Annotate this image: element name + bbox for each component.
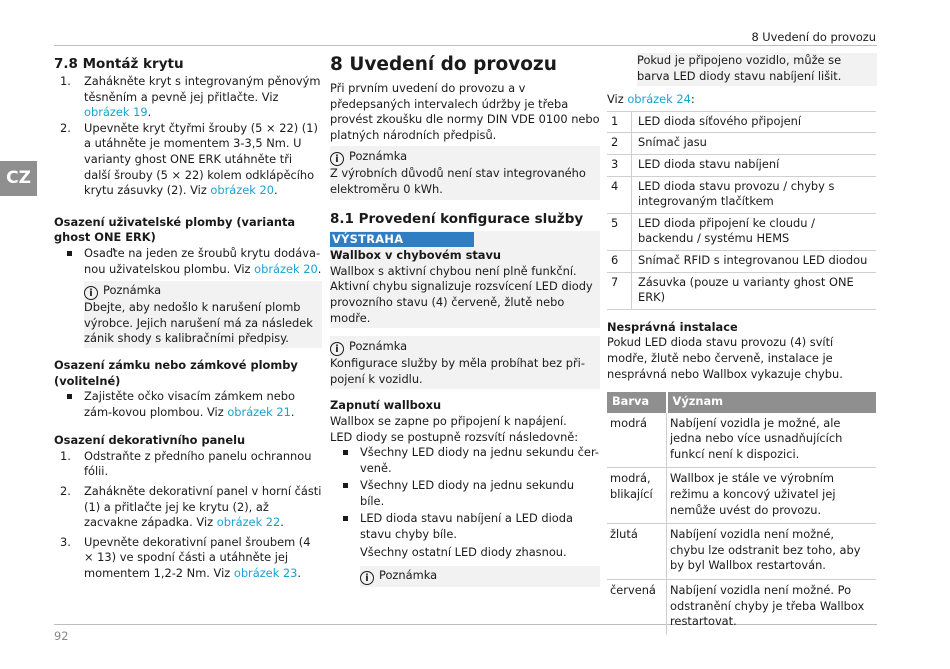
bullet-icon xyxy=(343,483,348,488)
list-item: LED dioda stavu nabíjení a LED dioda stavu chyby bíle. xyxy=(330,511,600,542)
figure-link[interactable]: obrázek 20 xyxy=(210,183,274,198)
warning-text: Wallbox s aktivní chybou není plně funkční. Aktivní chybu signalizuje rozsvícení LED diody provozního stavu (4) červeně, žlutě nebo modře. xyxy=(330,263,593,325)
led-table xyxy=(607,111,876,310)
color-table xyxy=(607,392,876,635)
led-description: LED dioda připojení ke cloudu / backendu / systému HEMS xyxy=(632,213,877,250)
led-color: žlutá xyxy=(607,524,667,580)
list-item: 1. Zahákněte kryt s integrovaným pěnovým těsněním a pevně jej přitlačte. Viz obrázek 19. xyxy=(60,74,321,120)
language-tab: CZ xyxy=(0,161,37,196)
bullet-icon xyxy=(67,251,72,256)
table-row xyxy=(607,213,876,250)
list-item: 2. Upevněte kryt čtyřmi šrouby (5 × 22) (1) a utáhněte je momentem 3-3,5 Nm. U varianty ghost ONE ERK utáhněte tři další šrouby (5 × 22) kolem odklápěcího krytu zásuvky (2). Viz obrázek 20. xyxy=(60,120,318,198)
left-column xyxy=(54,55,322,582)
cover-steps xyxy=(54,74,322,199)
figure-link[interactable]: obrázek 24 xyxy=(627,92,691,107)
list-item: 3. Upevněte dekorativní panel šroubem (4 × 13) ve spodní části a utáhněte jej momentem 1,2-2 Nm. Viz obrázek 23. xyxy=(60,534,311,581)
led-description: LED dioda síťového připojení xyxy=(632,111,877,133)
switch-heading: Zapnutí wallboxu xyxy=(330,398,442,413)
led-number: 6 xyxy=(607,250,632,272)
led-number: 1 xyxy=(607,111,632,133)
warning-heading: Wallbox v chybovém stavu xyxy=(330,248,502,263)
right-column: Pokud je připojeno vozidlo, může se barva LED diody stavu nabíjení lišit. Viz obrázek 24: 1 LED dioda síťového připojení 2 Snímač jasu 3 LED dioda stavu nabíjení 4 LED dioda stavu provozu / chyby s integrovaným tlačítkem 5 LED dioda připojení ke cloudu / backendu / systému HEMS 6 Snímač RFID s integrovanou LED diodou 7 Zásuvka (pouze u varianty ghost ONE ERK) Nesprávná instalace Pokud LED dioda stavu provozu (4) svítí modře, žlutě nebo červeně, instalace je nesprávná nebo Wallbox vykazuje chybu. Barva Význam modrá Nabíjení vozidla je možné, ale jedna nebo více usnadňujících funkcí není k dispozici. modrá, blikající Wallbox je stále ve výrobním režimu a koncový uživatel jej nemůže uvést do provozu. žlutá Nabíjení vozidla není možné, chybu lze odstranit bez toho, aby by byl Wallbox restartován. červená Nabíjení vozidla není možné. Po odstranění chyby je třeba Wallbox restartovat. xyxy=(607,53,877,635)
led-description: LED dioda stavu provozu / chyby s integrovaným tlačítkem xyxy=(632,176,877,213)
table-row xyxy=(607,580,876,635)
table-row xyxy=(607,176,876,213)
note-box: i Poznámka Konfigurace služby by měla probíhat bez při-pojení k vozidlu. xyxy=(330,336,600,389)
info-icon: i xyxy=(330,152,344,166)
warning-label: VÝSTRAHA xyxy=(330,232,474,247)
warning-box xyxy=(330,231,600,329)
info-icon: i xyxy=(360,571,374,585)
seal-list xyxy=(54,246,322,277)
intro-text: Při prvním uvedení do provozu a v předepsaných intervalech údržby je třeba provést zkoušku dle normy DIN VDE 0100 nebo platných národních předpisů. xyxy=(330,81,600,142)
page-number: 92 xyxy=(54,629,69,643)
switch-list xyxy=(330,445,600,543)
list-item: Všechny LED diody na jednu sekundu bíle. xyxy=(330,478,600,509)
table-row xyxy=(607,272,876,309)
led-color: modrá xyxy=(607,413,667,468)
led-description: Zásuvka (pouze u varianty ghost ONE ERK) xyxy=(632,272,877,309)
bullet-icon xyxy=(343,516,348,521)
info-icon: i xyxy=(84,286,98,300)
table-row xyxy=(607,413,876,468)
section-title-config: 8.1 Provedení konfigurace služby xyxy=(330,210,584,227)
middle-column: 8 Uvedení do provozu Při prvním uvedení do provozu a v předepsaných intervalech údržby je třeba provést zkoušku dle normy DIN VDE 0100 nebo platných národních předpisů. i Poznámka Z výrobních důvodů není stav integrovaného elektroměru 0 kWh. 8.1 Provedení konfigurace služby VÝSTRAHA Wallbox v chybovém stavu Wallbox s aktivní chybou není plně funkční. Aktivní chybu signalizuje rozsvícení LED diody provozního stavu (4) červeně, žlutě nebo modře. i Poznámka Konfigurace služby by měla probíhat bez při-pojení k vozidlu. Zapnutí wallboxu Wallbox se zapne po připojení k napájení. LED diody se postupně rozsvítí následovně: Všechny LED diody na jednu sekundu čer-veně. Všechny LED diody na jednu sekundu bíle. LED dioda stavu nabíjení a LED dioda stavu chyby bíle. Všechny ostatní LED diody zhasnou. i Poznámka xyxy=(330,53,600,587)
led-number: 7 xyxy=(607,272,632,309)
list-item: Všechny LED diody na jednu sekundu čer-veně. xyxy=(330,445,600,476)
info-icon: i xyxy=(330,342,344,356)
list-item: 1. Odstraňte z předního panelu ochrannou fólii. xyxy=(60,448,312,479)
table-row xyxy=(607,111,876,133)
list-item: 2. Zahákněte dekorativní panel v horní části (1) a přitlačte jej ke krytu (2), až zacvakne západka. Viz obrázek 22. xyxy=(60,484,322,530)
seal-heading: Osazení uživatelské plomby (varianta ghost ONE ERK) xyxy=(54,214,296,245)
color-meaning: Nabíjení vozidla není možné, chybu lze odstranit bez toho, aby by byl Wallbox restartován. xyxy=(667,524,877,580)
section-title-cover: 7.8 Montáž krytu xyxy=(54,56,184,72)
running-header: 8 Uvedení do provozu xyxy=(751,30,876,44)
note-continuation-box: Pokud je připojeno vozidlo, může se barva LED diody stavu nabíjení lišit. xyxy=(637,53,877,86)
table-row xyxy=(607,154,876,176)
led-description: Snímač RFID s integrovanou LED diodou xyxy=(632,250,877,272)
table-row xyxy=(607,250,876,272)
table-row xyxy=(607,133,876,155)
table-header: Barva xyxy=(607,392,667,413)
wrong-install-heading: Nesprávná instalace xyxy=(607,319,738,334)
color-meaning: Nabíjení vozidla není možné. Po odstranění chyby je třeba Wallbox restartovat. xyxy=(670,583,865,629)
led-description: LED dioda stavu nabíjení xyxy=(632,154,877,176)
bullet-icon xyxy=(67,394,72,399)
wrong-install-text: Pokud LED dioda stavu provozu (4) svítí modře, žlutě nebo červeně, instalace je nesprávná nebo Wallbox vykazuje chybu. xyxy=(607,335,843,381)
lock-list xyxy=(54,389,322,420)
header-rule xyxy=(54,45,877,46)
chapter-title: 8 Uvedení do provozu xyxy=(330,54,557,75)
lock-heading: Osazení zámku nebo zámkové plomby (volitelné) xyxy=(54,357,298,388)
figure-link[interactable]: obrázek 20 xyxy=(254,261,318,276)
led-number: 4 xyxy=(607,176,632,213)
figure-link[interactable]: obrázek 23 xyxy=(233,566,298,581)
panel-heading: Osazení dekorativního panelu xyxy=(54,433,246,448)
note-box: i Poznámka xyxy=(360,566,600,587)
table-header: Význam xyxy=(667,392,877,413)
led-number: 5 xyxy=(607,213,632,250)
table-row xyxy=(607,468,876,524)
figure-link[interactable]: obrázek 21 xyxy=(227,404,291,419)
bullet-icon xyxy=(343,450,348,455)
list-item: Zajistěte očko visacím zámkem nebo zám-kovou plombou. Viz obrázek 21. xyxy=(54,389,322,420)
color-meaning: Nabíjení vozidla je možné, ale jedna nebo více usnadňujících funkcí není k dispozici. xyxy=(667,413,877,468)
note-box: i Poznámka Dbejte, aby nedošlo k narušení plomb výrobce. Jejich narušení má za následek zánik shody s kalibračními předpisy. xyxy=(84,281,322,348)
led-color: červená xyxy=(607,580,667,635)
note-box: i Poznámka Z výrobních důvodů není stav integrovaného elektroměru 0 kWh. xyxy=(330,146,600,199)
list-item: Osaďte na jeden ze šroubů krytu dodáva-nou uživatelskou plombu. Viz obrázek 20. xyxy=(54,246,322,277)
led-color: modrá, blikající xyxy=(607,468,667,524)
led-number: 2 xyxy=(607,133,632,155)
led-number: 3 xyxy=(607,154,632,176)
led-description: Snímač jasu xyxy=(632,133,877,155)
table-row xyxy=(607,524,876,580)
color-meaning: Wallbox je stále ve výrobním režimu a koncový uživatel jej nemůže uvést do provozu. xyxy=(667,468,877,524)
panel-steps xyxy=(54,449,322,582)
figure-link[interactable]: obrázek 19 xyxy=(84,105,148,120)
figure-link[interactable]: obrázek 22 xyxy=(216,515,281,530)
